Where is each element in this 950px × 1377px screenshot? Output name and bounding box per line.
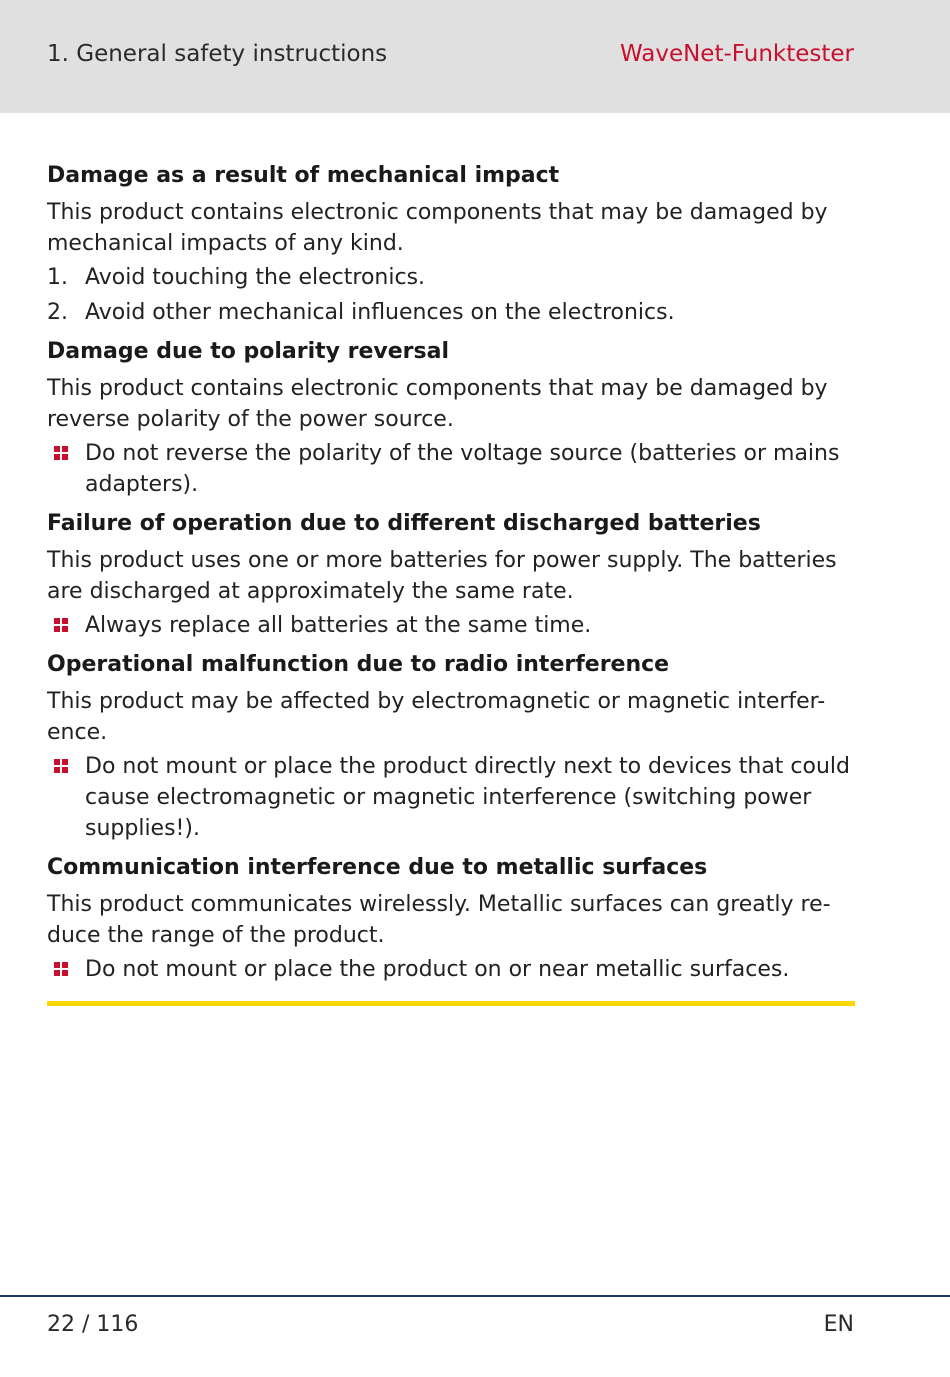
square-bullet-icon — [54, 759, 68, 773]
footer-divider — [0, 1295, 950, 1297]
list-item — [47, 438, 855, 500]
list-item-text: Do not mount or place the product directly next to devices that could cause electromagnetic or magnetic interference (switching power supplies!). — [85, 754, 850, 841]
section-heading: Failure of operation due to different discharged batteries — [47, 511, 761, 536]
square-bullet-icon — [54, 446, 68, 460]
ordered-list — [47, 262, 855, 328]
list-number: 2. — [47, 300, 68, 325]
list-item-text: Avoid touching the electronics. — [85, 265, 426, 290]
page-number: 22 / 116 — [47, 1312, 139, 1337]
language-code: EN — [823, 1312, 854, 1337]
section-heading: Communication interference due to metallic surfaces — [47, 855, 708, 880]
list-item — [47, 262, 855, 293]
list-item — [47, 297, 855, 328]
list-item — [47, 954, 855, 985]
section-body: This product uses one or more batteries for power supply. The batteries are discharged at approximately the same rate. — [47, 548, 837, 604]
list-number: 1. — [47, 265, 68, 290]
section-heading: Damage as a result of mechanical impact — [47, 163, 560, 188]
product-name: WaveNet-Funktester — [619, 41, 854, 67]
safety-content — [47, 160, 855, 1006]
bullet-list — [47, 438, 855, 500]
square-bullet-icon — [54, 618, 68, 632]
section-body: This product contains electronic components that may be damaged by reverse polarity of the power source. — [47, 376, 828, 432]
list-item-text: Do not reverse the polarity of the voltage source (batteries or mains adapters). — [85, 441, 840, 497]
bullet-list — [47, 610, 855, 641]
bullet-list — [47, 751, 855, 844]
section-body: This product communicates wirelessly. Metallic surfaces can greatly re-duce the range of the product. — [47, 892, 831, 948]
section-body: This product may be affected by electromagnetic or magnetic interfer-ence. — [47, 689, 826, 745]
list-item-text: Avoid other mechanical influences on the electronics. — [85, 300, 675, 325]
section-title: 1. General safety instructions — [47, 41, 388, 67]
bullet-list — [47, 954, 855, 985]
section-body: This product contains electronic components that may be damaged by mechanical impacts of any kind. — [47, 200, 828, 256]
section-heading: Damage due to polarity reversal — [47, 339, 450, 364]
list-item-text: Always replace all batteries at the same time. — [85, 613, 592, 638]
section-heading: Operational malfunction due to radio interference — [47, 652, 670, 677]
section-end-divider — [47, 1001, 855, 1006]
square-bullet-icon — [54, 962, 68, 976]
list-item — [47, 751, 855, 844]
list-item — [47, 610, 855, 641]
page-header — [0, 0, 950, 113]
list-item-text: Do not mount or place the product on or near metallic surfaces. — [85, 957, 790, 982]
